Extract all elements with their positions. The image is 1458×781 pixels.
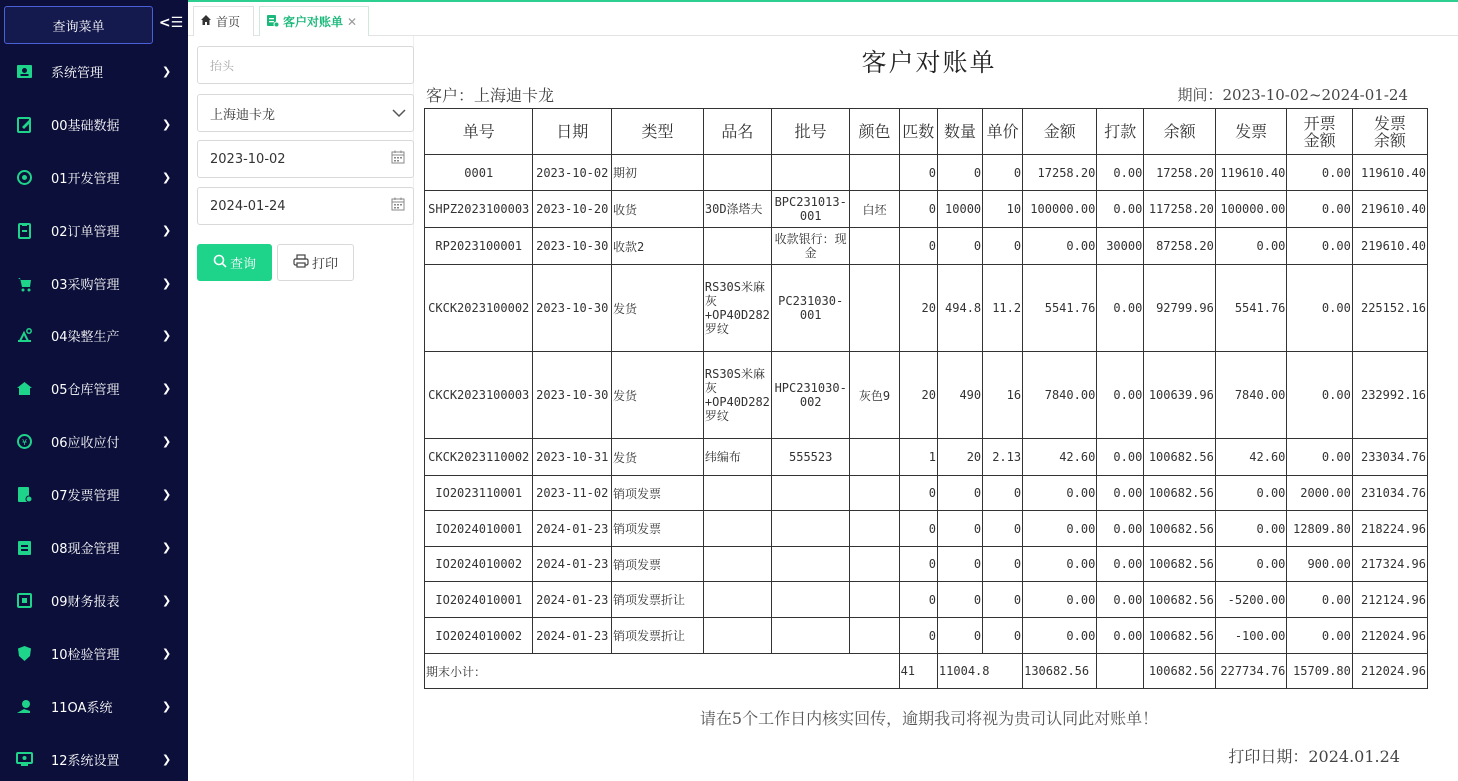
table-cell: 30D涤塔夫 bbox=[703, 191, 771, 228]
table-cell bbox=[850, 582, 899, 618]
table-row bbox=[425, 191, 1428, 228]
table-cell: 2024-01-23 bbox=[533, 618, 612, 654]
table-cell: IO2024010001 bbox=[425, 582, 533, 618]
table-cell: 17258.20 bbox=[1144, 155, 1216, 191]
table-cell: 销项发票 bbox=[612, 476, 704, 511]
table-cell: HPC231030-002 bbox=[771, 352, 850, 439]
table-cell: 5541.76 bbox=[1023, 265, 1097, 352]
tab-customer-statement[interactable] bbox=[259, 6, 369, 36]
table-cell: 100000.00 bbox=[1023, 191, 1097, 228]
table-cell: 0.00 bbox=[1215, 476, 1287, 511]
search-icon bbox=[213, 254, 227, 272]
table-cell: 219610.40 bbox=[1352, 228, 1427, 265]
table-cell: 灰色9 bbox=[850, 352, 899, 439]
table-cell bbox=[771, 476, 850, 511]
query-button[interactable] bbox=[197, 244, 272, 281]
sidebar-item[interactable] bbox=[0, 98, 188, 151]
column-header: 开票 金额 bbox=[1287, 109, 1352, 155]
sidebar-item-label: 03采购管理 bbox=[51, 277, 120, 293]
table-cell: 期初 bbox=[612, 155, 704, 191]
table-row bbox=[425, 265, 1428, 352]
table-cell: 10 bbox=[983, 191, 1023, 228]
table-cell: 收货 bbox=[612, 191, 704, 228]
summary-invoiced-amount: 15709.80 bbox=[1287, 654, 1352, 689]
table-cell: 0 bbox=[983, 476, 1023, 511]
table-cell: 发货 bbox=[612, 352, 704, 439]
print-button-label: 打印 bbox=[311, 257, 338, 272]
filter-panel bbox=[188, 36, 414, 781]
table-cell: 0.00 bbox=[1287, 352, 1352, 439]
table-cell: PC231030-001 bbox=[771, 265, 850, 352]
table-cell: 100682.56 bbox=[1144, 476, 1216, 511]
table-row bbox=[425, 582, 1428, 618]
table-cell: 0 bbox=[899, 476, 937, 511]
factory-icon bbox=[16, 327, 33, 344]
sidebar-item-label: 06应收应付 bbox=[51, 436, 120, 452]
sidebar-item-label: 09财务报表 bbox=[51, 594, 120, 610]
chevron-right-icon: ❯ bbox=[162, 752, 172, 766]
table-cell: 900.00 bbox=[1287, 547, 1352, 582]
table-cell bbox=[771, 618, 850, 654]
table-cell bbox=[703, 618, 771, 654]
chevron-right-icon: ❯ bbox=[162, 699, 172, 713]
report-period: 期间：2023-10-02~2024-01-24 bbox=[1177, 86, 1408, 104]
summary-balance: 100682.56 bbox=[1144, 654, 1216, 689]
table-cell bbox=[850, 618, 899, 654]
sidebar-item-label: 02订单管理 bbox=[51, 224, 120, 240]
table-cell: 7840.00 bbox=[1023, 352, 1097, 439]
table-cell: 30000 bbox=[1097, 228, 1144, 265]
cart-icon bbox=[16, 275, 33, 292]
table-cell: 0.00 bbox=[1287, 265, 1352, 352]
chevron-right-icon: ❯ bbox=[162, 488, 172, 502]
table-cell: 0 bbox=[937, 618, 982, 654]
table-cell: 42.60 bbox=[1215, 439, 1287, 476]
report-icon bbox=[16, 592, 33, 609]
sidebar-item[interactable] bbox=[0, 574, 188, 627]
table-cell: 11.2 bbox=[983, 265, 1023, 352]
table-cell: 555523 bbox=[771, 439, 850, 476]
table-cell: 87258.20 bbox=[1144, 228, 1216, 265]
sidebar-item-label: 08现金管理 bbox=[51, 541, 120, 557]
table-cell: 0.00 bbox=[1023, 228, 1097, 265]
table-cell: 100682.56 bbox=[1144, 439, 1216, 476]
table-cell: RS30S米麻灰+OP40D282罗纹 bbox=[703, 352, 771, 439]
table-cell: 发货 bbox=[612, 265, 704, 352]
sidebar-item-label: 12系统设置 bbox=[51, 753, 120, 769]
table-cell: 212124.96 bbox=[1352, 582, 1427, 618]
table-row bbox=[425, 547, 1428, 582]
table-row bbox=[425, 618, 1428, 654]
table-row bbox=[425, 511, 1428, 547]
table-body bbox=[425, 155, 1428, 689]
customer-select[interactable] bbox=[197, 94, 414, 132]
chevron-right-icon: ❯ bbox=[162, 223, 172, 237]
sidebar-item-label: 04染整生产 bbox=[51, 330, 120, 346]
table-cell: 233034.76 bbox=[1352, 439, 1427, 476]
table-cell: 0.00 bbox=[1097, 191, 1144, 228]
table-cell: -100.00 bbox=[1215, 618, 1287, 654]
table-cell: 收款2 bbox=[612, 228, 704, 265]
table-cell: 纬编布 bbox=[703, 439, 771, 476]
date-from-value: 2023-10-02 bbox=[210, 151, 286, 167]
sidebar-item[interactable] bbox=[0, 468, 188, 521]
table-cell: 2000.00 bbox=[1287, 476, 1352, 511]
table-cell: 0 bbox=[983, 511, 1023, 547]
chevron-right-icon: ❯ bbox=[162, 593, 172, 607]
table-cell bbox=[850, 265, 899, 352]
summary-label: 期末小计： bbox=[425, 654, 900, 689]
table-cell: 219610.40 bbox=[1352, 191, 1427, 228]
table-cell: 218224.96 bbox=[1352, 511, 1427, 547]
statement-table bbox=[424, 108, 1428, 689]
table-cell: 0 bbox=[983, 618, 1023, 654]
table-cell bbox=[850, 439, 899, 476]
sidebar-item[interactable] bbox=[0, 680, 188, 733]
sidebar-item[interactable] bbox=[0, 627, 188, 680]
sidebar-item-label: 01开发管理 bbox=[51, 171, 120, 187]
table-cell bbox=[771, 582, 850, 618]
sidebar-item-label: 07发票管理 bbox=[51, 489, 120, 505]
table-cell bbox=[703, 476, 771, 511]
table-cell: 2023-10-30 bbox=[533, 228, 612, 265]
table-row bbox=[425, 476, 1428, 511]
gear-cycle-icon bbox=[16, 169, 33, 186]
table-cell: 20 bbox=[899, 352, 937, 439]
table-cell: 100000.00 bbox=[1215, 191, 1287, 228]
table-row bbox=[425, 228, 1428, 265]
table-cell: 0 bbox=[899, 547, 937, 582]
sidebar-item-label: 05仓库管理 bbox=[51, 383, 120, 399]
table-cell: 收款银行：现金 bbox=[771, 228, 850, 265]
table-cell: 5541.76 bbox=[1215, 265, 1287, 352]
statement-icon bbox=[266, 14, 279, 30]
table-cell: 销项发票折让 bbox=[612, 618, 704, 654]
table-cell: 0.00 bbox=[1097, 265, 1144, 352]
tab-home[interactable] bbox=[193, 6, 254, 36]
summary-invoice-balance: 212024.96 bbox=[1352, 654, 1427, 689]
column-header: 金额 bbox=[1023, 109, 1097, 155]
sidebar-item[interactable] bbox=[0, 204, 188, 257]
table-cell: 16 bbox=[983, 352, 1023, 439]
menu-collapse-icon[interactable]: <☰ bbox=[158, 15, 184, 31]
table-cell: 490 bbox=[937, 352, 982, 439]
chevron-right-icon: ❯ bbox=[162, 276, 172, 290]
table-cell: 119610.40 bbox=[1352, 155, 1427, 191]
table-cell: 0.00 bbox=[1097, 155, 1144, 191]
customer-select-value: 上海迪卡龙 bbox=[210, 107, 276, 123]
table-cell: IO2024010002 bbox=[425, 547, 533, 582]
warehouse-icon bbox=[16, 380, 33, 397]
column-header: 批号 bbox=[771, 109, 850, 155]
sidebar-item-label: 11OA系统 bbox=[51, 700, 113, 716]
calendar-icon bbox=[391, 197, 405, 215]
tab-customer-statement-label: 客户对账单 bbox=[283, 15, 344, 29]
chevron-down-icon bbox=[391, 105, 407, 125]
table-cell bbox=[850, 547, 899, 582]
table-cell: 0 bbox=[899, 582, 937, 618]
table-cell: 100682.56 bbox=[1144, 582, 1216, 618]
table-row bbox=[425, 439, 1428, 476]
column-header: 品名 bbox=[703, 109, 771, 155]
table-cell: 0.00 bbox=[1287, 228, 1352, 265]
table-cell: 0 bbox=[899, 618, 937, 654]
clipboard-icon bbox=[16, 222, 33, 239]
column-header: 单价 bbox=[983, 109, 1023, 155]
report-customer: 客户：上海迪卡龙 bbox=[426, 86, 555, 105]
table-cell bbox=[703, 582, 771, 618]
table-cell: SHPZ2023100003 bbox=[425, 191, 533, 228]
sidebar-item[interactable] bbox=[0, 521, 188, 574]
table-cell: 0 bbox=[899, 228, 937, 265]
sidebar-item[interactable] bbox=[0, 309, 188, 362]
sidebar-item[interactable] bbox=[0, 257, 188, 310]
summary-quantity: 11004.8 bbox=[937, 654, 1022, 689]
column-header: 颜色 bbox=[850, 109, 899, 155]
sidebar-item[interactable] bbox=[0, 151, 188, 204]
column-header: 类型 bbox=[612, 109, 704, 155]
table-cell: 20 bbox=[937, 439, 982, 476]
table-cell: 0.00 bbox=[1023, 582, 1097, 618]
table-cell bbox=[850, 155, 899, 191]
table-cell: 销项发票 bbox=[612, 547, 704, 582]
tab-home-label: 首页 bbox=[216, 15, 241, 29]
column-header: 数量 bbox=[937, 109, 982, 155]
shield-icon bbox=[16, 645, 33, 662]
table-cell bbox=[703, 511, 771, 547]
summary-amount: 130682.56 bbox=[1023, 654, 1097, 689]
table-cell: 销项发票折让 bbox=[612, 582, 704, 618]
table-cell: 0.00 bbox=[1097, 476, 1144, 511]
table-cell: 0 bbox=[937, 476, 982, 511]
table-cell: 0 bbox=[899, 191, 937, 228]
table-cell: 232992.16 bbox=[1352, 352, 1427, 439]
table-cell: RP2023100001 bbox=[425, 228, 533, 265]
calendar-icon bbox=[391, 150, 405, 168]
table-cell: 100639.96 bbox=[1144, 352, 1216, 439]
table-cell: -5200.00 bbox=[1215, 582, 1287, 618]
column-header: 发票 bbox=[1215, 109, 1287, 155]
sidebar-item[interactable] bbox=[0, 415, 188, 468]
chevron-right-icon: ❯ bbox=[162, 329, 172, 343]
table-cell: BPC231013-001 bbox=[771, 191, 850, 228]
table-cell: 119610.40 bbox=[1215, 155, 1287, 191]
table-cell: 2023-10-30 bbox=[533, 265, 612, 352]
summary-empty-cell bbox=[1097, 654, 1144, 689]
table-cell: IO2024010001 bbox=[425, 511, 533, 547]
statement-report bbox=[414, 36, 1448, 781]
table-cell: 2023-11-02 bbox=[533, 476, 612, 511]
table-cell: 0.00 bbox=[1097, 582, 1144, 618]
table-cell: 7840.00 bbox=[1215, 352, 1287, 439]
table-cell: 42.60 bbox=[1023, 439, 1097, 476]
table-cell: 17258.20 bbox=[1023, 155, 1097, 191]
table-cell: 0 bbox=[937, 582, 982, 618]
column-header: 余额 bbox=[1144, 109, 1216, 155]
table-cell: 2024-01-23 bbox=[533, 511, 612, 547]
sidebar-item[interactable] bbox=[0, 733, 188, 781]
table-cell: 0 bbox=[937, 228, 982, 265]
table-cell bbox=[703, 547, 771, 582]
tab-bar-accent-line bbox=[188, 0, 1458, 2]
table-cell: 0.00 bbox=[1287, 439, 1352, 476]
table-cell bbox=[850, 228, 899, 265]
table-cell: 0.00 bbox=[1215, 511, 1287, 547]
table-cell: 0.00 bbox=[1023, 618, 1097, 654]
table-cell: 20 bbox=[899, 265, 937, 352]
table-cell: 0 bbox=[983, 155, 1023, 191]
table-cell: 0.00 bbox=[1023, 476, 1097, 511]
sidebar-item-label: 00基础数据 bbox=[51, 118, 120, 134]
table-cell: 0 bbox=[937, 547, 982, 582]
table-cell: 100682.56 bbox=[1144, 618, 1216, 654]
query-button-label: 查询 bbox=[229, 257, 256, 272]
invoice-icon bbox=[16, 486, 33, 503]
table-cell bbox=[850, 511, 899, 547]
table-cell: 发货 bbox=[612, 439, 704, 476]
table-cell bbox=[703, 155, 771, 191]
column-header: 打款 bbox=[1097, 109, 1144, 155]
svg-text:¥: ¥ bbox=[21, 438, 28, 448]
table-cell: 0 bbox=[899, 155, 937, 191]
column-header: 单号 bbox=[425, 109, 533, 155]
close-icon[interactable]: ✕ bbox=[347, 14, 358, 29]
printer-icon bbox=[293, 254, 309, 272]
money-cycle-icon bbox=[16, 433, 33, 450]
table-cell: 0 bbox=[899, 511, 937, 547]
user-card-icon bbox=[16, 63, 33, 80]
table-cell: 212024.96 bbox=[1352, 618, 1427, 654]
sidebar-item[interactable] bbox=[0, 45, 188, 98]
date-from-input[interactable] bbox=[197, 140, 414, 178]
table-cell: 0 bbox=[937, 511, 982, 547]
table-cell: 2023-10-02 bbox=[533, 155, 612, 191]
table-cell: RS30S米麻灰+OP40D282罗纹 bbox=[703, 265, 771, 352]
header-input[interactable]: 抬头 bbox=[197, 46, 414, 84]
table-cell: 0.00 bbox=[1097, 511, 1144, 547]
table-header-row bbox=[425, 109, 1428, 155]
table-cell: 0 bbox=[937, 155, 982, 191]
chevron-right-icon: ❯ bbox=[162, 540, 172, 554]
table-cell: 100682.56 bbox=[1144, 547, 1216, 582]
settings-icon bbox=[16, 751, 33, 768]
table-cell: CKCK2023100003 bbox=[425, 352, 533, 439]
column-header: 发票 余额 bbox=[1352, 109, 1427, 155]
table-cell: 92799.96 bbox=[1144, 265, 1216, 352]
sidebar-item-label: 10检验管理 bbox=[51, 647, 120, 663]
column-header: 匹数 bbox=[899, 109, 937, 155]
table-cell: 225152.16 bbox=[1352, 265, 1427, 352]
table-cell: 2023-10-30 bbox=[533, 352, 612, 439]
home-icon bbox=[200, 14, 212, 29]
table-cell: 0.00 bbox=[1215, 547, 1287, 582]
table-cell bbox=[771, 511, 850, 547]
table-row bbox=[425, 352, 1428, 439]
chevron-right-icon: ❯ bbox=[162, 382, 172, 396]
cash-icon bbox=[16, 539, 33, 556]
table-cell bbox=[771, 155, 850, 191]
summary-pieces: 41 bbox=[899, 654, 937, 689]
table-cell: 2024-01-23 bbox=[533, 582, 612, 618]
table-row bbox=[425, 155, 1428, 191]
table-cell: 0.00 bbox=[1097, 439, 1144, 476]
table-cell: 10000 bbox=[937, 191, 982, 228]
chevron-right-icon: ❯ bbox=[162, 117, 172, 131]
table-cell: 117258.20 bbox=[1144, 191, 1216, 228]
table-cell: 2023-10-31 bbox=[533, 439, 612, 476]
table-cell: 0.00 bbox=[1097, 547, 1144, 582]
report-note: 请在5个工作日内核实回传，逾期我司将视为贵司认同此对账单！ bbox=[699, 709, 1159, 728]
edit-doc-icon bbox=[16, 116, 33, 133]
table-cell: CKCK2023110002 bbox=[425, 439, 533, 476]
print-button[interactable] bbox=[277, 244, 354, 281]
table-cell: 0.00 bbox=[1023, 547, 1097, 582]
column-header: 日期 bbox=[533, 109, 612, 155]
menu-search-header[interactable]: 查询菜单 bbox=[4, 6, 153, 44]
table-cell: 2.13 bbox=[983, 439, 1023, 476]
table-cell: 0 bbox=[983, 228, 1023, 265]
table-cell: 231034.76 bbox=[1352, 476, 1427, 511]
table-cell: 1 bbox=[899, 439, 937, 476]
table-cell: 0.00 bbox=[1097, 618, 1144, 654]
date-to-input[interactable] bbox=[197, 187, 414, 225]
oa-icon bbox=[16, 698, 33, 715]
sidebar bbox=[0, 0, 188, 781]
table-cell: 0.00 bbox=[1215, 228, 1287, 265]
date-to-value: 2024-01-24 bbox=[210, 198, 286, 214]
table-cell: 217324.96 bbox=[1352, 547, 1427, 582]
chevron-right-icon: ❯ bbox=[162, 170, 172, 184]
summary-invoice: 227734.76 bbox=[1215, 654, 1287, 689]
table-cell: 2024-01-23 bbox=[533, 547, 612, 582]
table-cell: 2023-10-20 bbox=[533, 191, 612, 228]
sidebar-nav bbox=[0, 45, 188, 781]
table-cell: 0 bbox=[983, 582, 1023, 618]
table-cell: CKCK2023100002 bbox=[425, 265, 533, 352]
table-cell: 0.00 bbox=[1287, 582, 1352, 618]
report-print-date: 打印日期：2024.01.24 bbox=[1228, 747, 1400, 766]
table-cell bbox=[771, 547, 850, 582]
table-cell: 0.00 bbox=[1287, 155, 1352, 191]
report-title: 客户对账单 bbox=[861, 48, 997, 77]
table-cell: IO2024010002 bbox=[425, 618, 533, 654]
table-cell: 12809.80 bbox=[1287, 511, 1352, 547]
summary-row bbox=[425, 654, 1428, 689]
chevron-right-icon: ❯ bbox=[162, 435, 172, 449]
table-cell: 0.00 bbox=[1023, 511, 1097, 547]
table-cell bbox=[850, 476, 899, 511]
sidebar-item-label: 系统管理 bbox=[51, 65, 104, 81]
table-cell: 0 bbox=[983, 547, 1023, 582]
table-cell: 100682.56 bbox=[1144, 511, 1216, 547]
table-cell bbox=[703, 228, 771, 265]
table-cell: 销项发票 bbox=[612, 511, 704, 547]
chevron-right-icon: ❯ bbox=[162, 64, 172, 78]
sidebar-item[interactable] bbox=[0, 362, 188, 415]
table-cell: 白坯 bbox=[850, 191, 899, 228]
table-cell: 494.8 bbox=[937, 265, 982, 352]
table-cell: IO2023110001 bbox=[425, 476, 533, 511]
table-cell: 0.00 bbox=[1097, 352, 1144, 439]
table-cell: 0001 bbox=[425, 155, 533, 191]
tab-bar bbox=[188, 0, 1458, 36]
table-cell: 0.00 bbox=[1287, 191, 1352, 228]
table-cell: 0.00 bbox=[1287, 618, 1352, 654]
chevron-right-icon: ❯ bbox=[162, 646, 172, 660]
